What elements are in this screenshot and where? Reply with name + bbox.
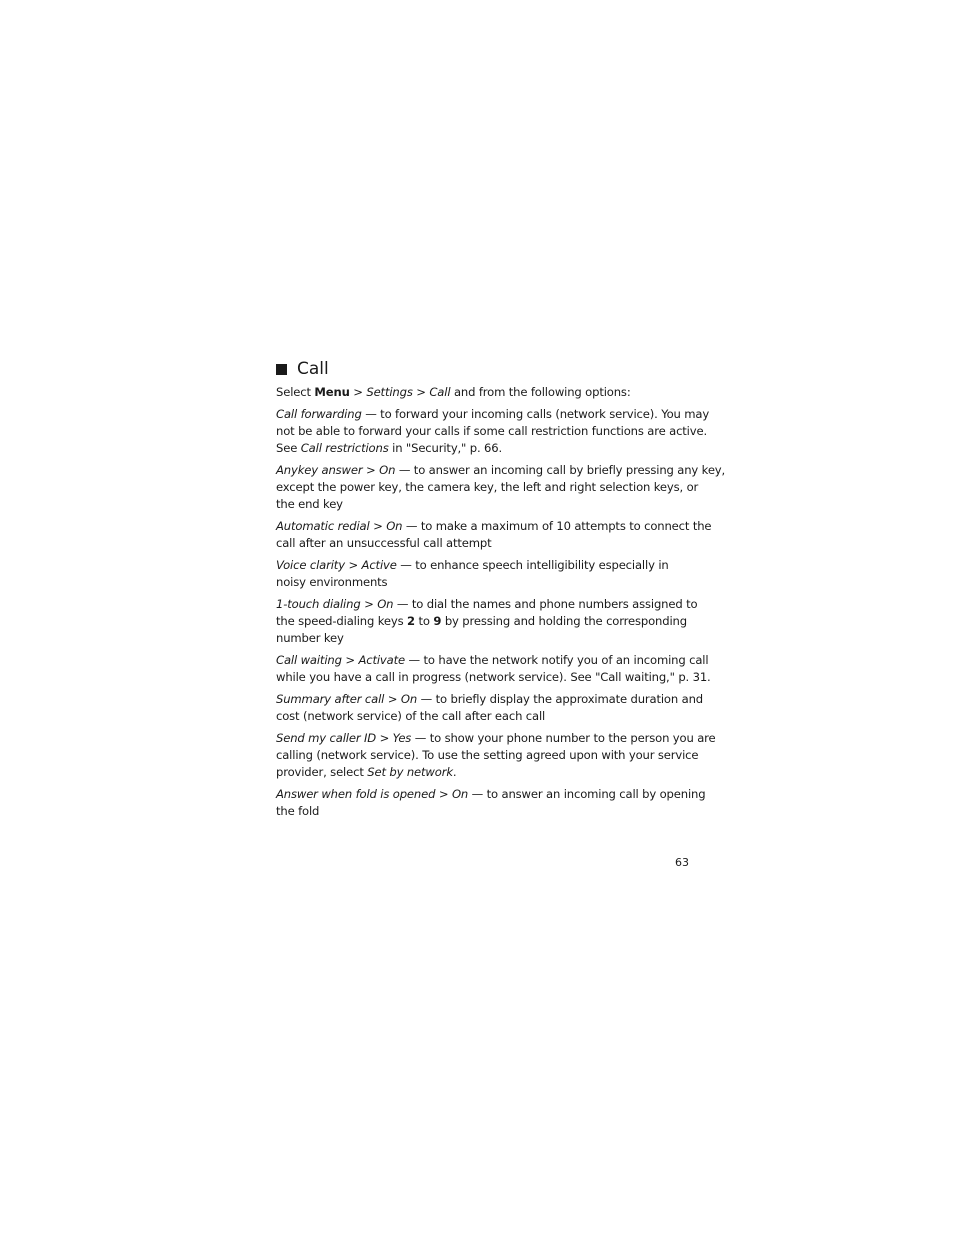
option-send-my-caller-id: Send my caller ID > Yes — to show your phone number to the person you are calling (network service). To use the setting agreed upon with your service provider, select Set by network. xyxy=(276,731,716,779)
cross-reference-call-restrictions: Call restrictions xyxy=(300,441,389,455)
option-value: Activate xyxy=(358,653,405,667)
menu-path-call: Call xyxy=(429,385,451,399)
menu-path-menu: Menu xyxy=(314,385,350,399)
option-value: On xyxy=(379,463,396,477)
setting-set-by-network: Set by network xyxy=(367,765,453,779)
section-heading xyxy=(276,358,690,380)
option-call-waiting: Call waiting > Activate — to have the network notify you of an incoming call while you have a call in progress (network service). See "Call waiting," p. 31. xyxy=(276,653,711,684)
option-name: Anykey answer xyxy=(276,463,363,477)
option-name: Call waiting xyxy=(276,653,342,667)
option-1-touch-dialing: 1-touch dialing > On — to dial the names and phone numbers assigned to the speed-dialing keys 2 to 9 by pressing and holding the corresponding number key xyxy=(276,597,698,645)
key-9: 9 xyxy=(433,614,442,628)
key-2: 2 xyxy=(407,614,415,628)
option-name: 1-touch dialing xyxy=(276,597,361,611)
option-value: Yes xyxy=(392,731,412,745)
option-value: Active xyxy=(361,558,397,572)
option-value: On xyxy=(377,597,394,611)
option-automatic-redial: Automatic redial > On — to make a maximum of 10 attempts to connect the call after an unsuccessful call attempt xyxy=(276,519,712,550)
option-name: Voice clarity xyxy=(276,558,345,572)
option-value: On xyxy=(386,519,403,533)
option-value: On xyxy=(400,692,418,706)
option-call-forwarding: Call forwarding — to forward your incoming calls (network service). You may not be able to forward your calls if some call restriction functions are active. See Call restrictions in "Security," p. 66. xyxy=(276,407,710,455)
option-value: On xyxy=(451,787,469,801)
section-title: Call xyxy=(297,359,329,379)
option-voice-clarity: Voice clarity > Active — to enhance speech intelligibility especially in noisy environments xyxy=(276,558,669,589)
option-answer-when-fold-is-opened: Answer when fold is opened > On — to answer an incoming call by opening the fold xyxy=(276,787,706,818)
square-bullet-icon xyxy=(276,364,287,375)
intro-paragraph: Select Menu > Settings > Call and from the following options: xyxy=(276,385,631,399)
menu-path-settings: Settings xyxy=(366,385,413,399)
option-name: Automatic redial xyxy=(276,519,370,533)
page-number: 63 xyxy=(675,856,689,869)
option-name: Call forwarding xyxy=(276,407,362,421)
option-summary-after-call: Summary after call > On — to briefly display the approximate duration and cost (network service) of the call after each call xyxy=(276,692,703,723)
option-name: Send my caller ID xyxy=(276,731,377,745)
option-anykey-answer: Anykey answer > On — to answer an incoming call by briefly pressing any key, except the power key, the camera key, the left and right selection keys, or the end key xyxy=(276,463,726,511)
page-content xyxy=(276,358,726,825)
option-name: Answer when fold is opened xyxy=(276,787,436,801)
option-name: Summary after call xyxy=(276,692,385,706)
